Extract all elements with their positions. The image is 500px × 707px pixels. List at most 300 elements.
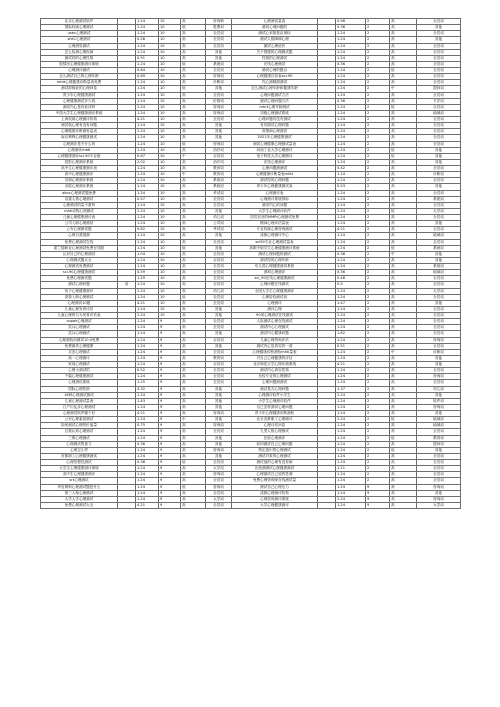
table-cell: 测试心理健康心理测试量表 bbox=[232, 141, 318, 147]
table-cell: 心理测评表 bbox=[232, 190, 318, 196]
table-cell: 2.02 bbox=[136, 159, 159, 165]
table-cell: 1.24 bbox=[336, 319, 366, 325]
table-cell: 测试内心心理测试 bbox=[232, 325, 318, 331]
table-cell: 教育词 bbox=[206, 355, 232, 361]
table-cell: 高 bbox=[390, 61, 417, 67]
table-cell: 1.24 bbox=[336, 80, 366, 86]
table-cell: 1.24 bbox=[336, 411, 366, 417]
table-cell: 1.24 bbox=[336, 404, 366, 410]
table-cell: 高 bbox=[390, 270, 417, 276]
table-cell: 10 bbox=[159, 208, 181, 214]
table-cell: 4.21 bbox=[136, 300, 159, 306]
table-cell: 全员词 bbox=[206, 429, 232, 435]
table-cell: 高 bbox=[390, 453, 417, 459]
table-cell: aboc心理测试题免费 bbox=[41, 190, 118, 196]
table-cell: 人际测试心理在线测试 bbox=[232, 319, 318, 325]
table-cell: 1.24 bbox=[336, 374, 366, 380]
table-cell: 其他 bbox=[206, 392, 232, 398]
table-cell: 4.21 bbox=[336, 227, 366, 233]
table-cell: 千篇心理健康测试 bbox=[41, 374, 118, 380]
table-cell: 高 bbox=[390, 460, 417, 466]
table-cell: 1.24 bbox=[136, 92, 159, 98]
table-cell: 心理测试题大全 bbox=[41, 257, 118, 263]
table-cell: 2 bbox=[366, 355, 390, 361]
table-cell: 低 bbox=[181, 141, 206, 147]
table-cell: 全员词 bbox=[206, 460, 232, 466]
table-cell: 低 bbox=[390, 147, 417, 153]
table-cell: 10 bbox=[159, 110, 181, 116]
table-cell: 2 bbox=[366, 398, 390, 404]
table-cell: 1.04 bbox=[136, 251, 159, 257]
table-cell: 提问词 bbox=[417, 441, 461, 447]
table-cell: 10 bbox=[159, 215, 181, 221]
table-cell: 1.24 bbox=[136, 429, 159, 435]
table-cell: 2 bbox=[366, 429, 390, 435]
table-cell: 高 bbox=[181, 55, 206, 61]
table-body bbox=[41, 19, 461, 509]
table-cell: 2 bbox=[366, 453, 390, 459]
table-cell: 高 bbox=[181, 117, 206, 123]
table-cell: 1.24 bbox=[136, 147, 159, 153]
table-cell: 全员词 bbox=[206, 362, 232, 368]
table-cell: 北京师范大学心理评测系统 bbox=[232, 362, 318, 368]
table-cell: 高 bbox=[390, 386, 417, 392]
table-cell: 其他 bbox=[206, 123, 232, 129]
table-cell: 高 bbox=[181, 288, 206, 294]
table-cell: 2 bbox=[366, 98, 390, 104]
table-cell: 高 bbox=[181, 300, 206, 306]
table-cell: 1.47 bbox=[336, 300, 366, 306]
table-cell: 九型人格心理测试 bbox=[232, 429, 318, 435]
table-cell: sfrtC心理测试 bbox=[41, 37, 118, 43]
table-cell: 心理健康诊断测验mhti量表 bbox=[232, 349, 318, 355]
table-cell: 其他 bbox=[206, 55, 232, 61]
table-cell: 低 bbox=[181, 484, 206, 490]
table-cell: 1.43 bbox=[136, 398, 159, 404]
table-cell: 高 bbox=[181, 135, 206, 141]
table-cell: 高 bbox=[390, 429, 417, 435]
table-cell: 考试词 bbox=[206, 227, 232, 233]
table-cell: scl90专业心理测试量表 bbox=[232, 239, 318, 245]
table-cell: 1.24 bbox=[136, 178, 159, 184]
table-cell: 小学生心理测评软件 bbox=[232, 398, 318, 404]
table-cell: 0.58 bbox=[136, 37, 159, 43]
table-cell: 1.24 bbox=[336, 460, 366, 466]
table-cell: 其他 bbox=[417, 184, 461, 190]
table-cell: 高 bbox=[390, 166, 417, 172]
table-cell: 高 bbox=[390, 411, 417, 417]
table-cell: 2 bbox=[366, 300, 390, 306]
table-cell: 高 bbox=[181, 423, 206, 429]
table-cell: 测试内心是真实的一面 bbox=[232, 343, 318, 349]
table-cell: 高 bbox=[181, 380, 206, 386]
table-cell: 测试内心健康问题 bbox=[232, 331, 318, 337]
table-cell: 高 bbox=[181, 490, 206, 496]
table-cell: 1.24 bbox=[336, 257, 366, 263]
table-cell: 其他 bbox=[206, 331, 232, 337]
table-cell: 9 bbox=[159, 386, 181, 392]
table-cell: 三维心理测试 bbox=[41, 435, 118, 441]
table-cell: 抗兵心理测试 bbox=[41, 331, 118, 337]
table-cell: 1.24 bbox=[336, 435, 366, 441]
table-cell: 1.24 bbox=[336, 447, 366, 453]
table-cell: 高 bbox=[390, 368, 417, 374]
table-cell: 2 bbox=[366, 172, 390, 178]
table-cell: 其他 bbox=[206, 129, 232, 135]
table-cell: 高 bbox=[390, 172, 417, 178]
table-cell: 心理测评mbti bbox=[41, 147, 118, 153]
table-cell: 全员词 bbox=[206, 264, 232, 270]
table-cell: 1.24 bbox=[336, 74, 366, 80]
table-cell: 1.24 bbox=[136, 123, 159, 129]
table-cell: 其他 bbox=[206, 208, 232, 214]
table-cell: 公安心理素质测试 bbox=[41, 417, 118, 423]
table-cell: 全员词 bbox=[206, 300, 232, 306]
table-cell: 高 bbox=[390, 313, 417, 319]
table-cell: 2 bbox=[366, 343, 390, 349]
table-cell: 10 bbox=[159, 264, 181, 270]
table-cell: 诊断词 bbox=[206, 80, 232, 86]
table-cell: 10 bbox=[159, 245, 181, 251]
table-cell: 0.91 bbox=[136, 55, 159, 61]
table-cell: 10 bbox=[159, 37, 181, 43]
table-cell: 2 bbox=[366, 276, 390, 282]
table-cell: 霍兰德职业心理测试免费在线版 bbox=[41, 245, 118, 251]
table-cell: 高 bbox=[181, 215, 206, 221]
table-cell: 诊断词 bbox=[417, 172, 461, 178]
table-cell: 全员词 bbox=[206, 37, 232, 43]
table-cell: 1.24 bbox=[136, 319, 159, 325]
table-cell: 高 bbox=[390, 484, 417, 490]
table-cell: 高 bbox=[181, 502, 206, 508]
table-cell: 9 bbox=[159, 343, 181, 349]
table-cell: 9 bbox=[159, 417, 181, 423]
table-cell: 电子科技大学心理测评 bbox=[232, 153, 318, 159]
table-cell: 心理测评软件小学生 bbox=[232, 392, 318, 398]
table-cell: 低 bbox=[390, 153, 417, 159]
table-cell: 2 bbox=[366, 104, 390, 110]
table-cell: 全员词 bbox=[417, 227, 461, 233]
table-cell: 1.24 bbox=[136, 343, 159, 349]
table-cell: 江户川乱步心理测试 bbox=[41, 404, 118, 410]
table-cell: 关于情感的心理测试题 bbox=[232, 49, 318, 55]
table-cell: 高 bbox=[390, 135, 417, 141]
table-cell: 高 bbox=[390, 184, 417, 190]
table-cell: 2 bbox=[366, 61, 390, 67]
table-cell: 1.24 bbox=[336, 349, 366, 355]
table-cell: 其他 bbox=[206, 435, 232, 441]
table-cell: 1.24 bbox=[336, 288, 366, 294]
table-cell: 9 bbox=[159, 404, 181, 410]
table-cell: 10 bbox=[159, 196, 181, 202]
table-cell: 咨询词 bbox=[206, 484, 232, 490]
table-cell: 咨询师 bbox=[206, 19, 232, 25]
table-cell: 大学词 bbox=[417, 288, 461, 294]
table-cell: mhtt心理健康诊断量表免费 bbox=[41, 80, 118, 86]
table-cell: 0.36 bbox=[136, 441, 159, 447]
table-cell: 10 bbox=[159, 49, 181, 55]
table-cell: 大学词 bbox=[206, 466, 232, 472]
table-cell: 全员词 bbox=[206, 282, 232, 288]
table-cell: 高 bbox=[390, 215, 417, 221]
table-cell: 1.24 bbox=[136, 129, 159, 135]
table-cell: 2 bbox=[366, 288, 390, 294]
table-cell: 10 bbox=[159, 55, 181, 61]
table-cell: 1.24 bbox=[136, 435, 159, 441]
table-cell: 1.24 bbox=[336, 31, 366, 37]
table-cell: 1.24 bbox=[136, 172, 159, 178]
table-cell: 其他 bbox=[417, 392, 461, 398]
table-cell: 全员词 bbox=[417, 429, 461, 435]
table-cell: 1.24 bbox=[336, 239, 366, 245]
table-cell: 咨询词 bbox=[206, 104, 232, 110]
table-cell: 价格词 bbox=[206, 98, 232, 104]
table-cell: 低 bbox=[181, 460, 206, 466]
table-cell: 9 bbox=[159, 429, 181, 435]
table-cell: 心理问题测测试 bbox=[232, 380, 318, 386]
table-cell: 性格的心理测试 bbox=[232, 55, 318, 61]
table-cell: 2 bbox=[366, 435, 390, 441]
table-cell: 高 bbox=[181, 208, 206, 214]
table-cell: 其他 bbox=[417, 251, 461, 257]
table-cell: 测试内心的问题 bbox=[232, 202, 318, 208]
table-cell: 1.24 bbox=[136, 86, 159, 92]
table-cell: 4.21 bbox=[136, 411, 159, 417]
table-cell: 高 bbox=[390, 233, 417, 239]
table-cell: 全员词 bbox=[206, 349, 232, 355]
table-cell: 全员词 bbox=[417, 80, 461, 86]
table-cell: 高 bbox=[390, 117, 417, 123]
table-cell: 高中生心理健康测评表 bbox=[41, 166, 118, 172]
table-cell: 系统词 bbox=[417, 196, 461, 202]
table-cell: 10 bbox=[159, 270, 181, 276]
table-cell: 1.24 bbox=[336, 423, 366, 429]
table-cell: 高 bbox=[390, 202, 417, 208]
table-cell: 测试对象的心理测试 bbox=[232, 453, 318, 459]
table-cell: 1.24 bbox=[336, 123, 366, 129]
table-cell: 1.24 bbox=[136, 282, 159, 288]
table-cell: 2 bbox=[366, 417, 390, 423]
table-cell: 2 bbox=[366, 159, 390, 165]
table-cell: 0.57 bbox=[136, 196, 159, 202]
table-cell: 1.24 bbox=[336, 245, 366, 251]
table-cell: 全员词 bbox=[417, 74, 461, 80]
table-cell: 全员词 bbox=[417, 331, 461, 337]
table-cell: 10 bbox=[159, 25, 181, 31]
table-cell: 1.24 bbox=[336, 496, 366, 502]
table-cell: 咨询词 bbox=[417, 484, 461, 490]
table-cell: 高 bbox=[181, 202, 206, 208]
table-cell: 1.24 bbox=[136, 313, 159, 319]
table-cell: 1.24 bbox=[136, 61, 159, 67]
table-cell: 青少年心理健康测试 bbox=[41, 92, 118, 98]
table-cell: 4.21 bbox=[336, 362, 366, 368]
table-cell: 高 bbox=[181, 368, 206, 374]
table-cell: 1.24 bbox=[336, 368, 366, 374]
table-cell: 内心测精测测试 bbox=[232, 80, 318, 86]
table-cell: 高 bbox=[181, 374, 206, 380]
table-cell: 其他 bbox=[206, 49, 232, 55]
table-cell: 出院心理测评系统 bbox=[41, 184, 118, 190]
table-cell: 10 bbox=[159, 282, 181, 288]
table-cell: 全员词 bbox=[206, 337, 232, 343]
table-cell: 9 bbox=[366, 502, 390, 508]
table-cell: 高 bbox=[390, 141, 417, 147]
table-cell: 1.24 bbox=[336, 147, 366, 153]
table-cell: 1.24 bbox=[136, 496, 159, 502]
table-cell: 1.24 bbox=[136, 98, 159, 104]
table-cell: 高 bbox=[390, 37, 417, 43]
table-cell: 1.24 bbox=[336, 196, 366, 202]
table-cell: 测试抑郁症的心理问卷 bbox=[41, 86, 118, 92]
table-cell: 高 bbox=[390, 221, 417, 227]
table-cell: 测试是否心理问题 bbox=[232, 386, 318, 392]
table-cell: 免费心理测试题 bbox=[41, 276, 118, 282]
table-cell: 10 bbox=[159, 117, 181, 123]
table-cell: 全员词 bbox=[417, 61, 461, 67]
table-cell: 全员词 bbox=[206, 153, 232, 159]
table-cell: 2 bbox=[366, 80, 390, 86]
table-cell: 高一心理测评 bbox=[41, 355, 118, 361]
table-cell: 高 bbox=[181, 404, 206, 410]
table-cell: 高中生心理健康测评 bbox=[41, 472, 118, 478]
table-cell: 诊断词 bbox=[417, 349, 461, 355]
table-cell: 2 bbox=[366, 31, 390, 37]
table-cell: 高 bbox=[181, 43, 206, 49]
table-cell: 怎么测试自己的心理年龄 bbox=[41, 74, 118, 80]
table-cell: 2 bbox=[366, 239, 390, 245]
table-cell: 低 bbox=[390, 417, 417, 423]
table-cell: 心理测验前测试10.0免费 bbox=[41, 337, 118, 343]
table-cell: 1.24 bbox=[136, 104, 159, 110]
table-cell: 10 bbox=[159, 104, 181, 110]
table-cell: 1.24 bbox=[136, 25, 159, 31]
table-cell: 2 bbox=[366, 478, 390, 484]
table-cell: 2 bbox=[366, 423, 390, 429]
table-cell: 高 bbox=[390, 178, 417, 184]
table-cell: 0.53 bbox=[336, 184, 366, 190]
table-cell: 高 bbox=[181, 196, 206, 202]
table-cell: 1.24 bbox=[336, 215, 366, 221]
table-cell: 1.24 bbox=[136, 166, 159, 172]
table-cell: 1.24 bbox=[336, 325, 366, 331]
table-cell: 2 bbox=[366, 362, 390, 368]
table-cell: 高 bbox=[390, 25, 417, 31]
table-cell: 低 bbox=[181, 245, 206, 251]
table-cell: 高 bbox=[181, 398, 206, 404]
table-cell: 9 bbox=[159, 380, 181, 386]
table-cell: 系统词 bbox=[417, 245, 461, 251]
table-cell: 1.24 bbox=[336, 490, 366, 496]
table-cell: 心理测评是不什么的 bbox=[41, 141, 118, 147]
table-cell: 2 bbox=[366, 215, 390, 221]
table-cell: 全员词 bbox=[206, 325, 232, 331]
table-cell: 1.24 bbox=[136, 453, 159, 459]
table-cell: 9 bbox=[366, 484, 390, 490]
table-cell: 10 bbox=[159, 61, 181, 67]
table-cell: 测试人格障碍心理 bbox=[232, 37, 318, 43]
table-cell: 咨询词 bbox=[206, 423, 232, 429]
table-cell: 全员词 bbox=[417, 294, 461, 300]
table-cell: 10 bbox=[159, 202, 181, 208]
table-cell: 1.24 bbox=[136, 404, 159, 410]
table-cell: 比较测测试心理健康测试 bbox=[232, 466, 318, 472]
table-cell: 心理测试10题 bbox=[41, 300, 118, 306]
table-cell: 2 bbox=[366, 166, 390, 172]
table-cell: 心理健康诊断量表mhtt bbox=[232, 172, 318, 178]
table-cell: 测试他的心理有没有病 bbox=[232, 460, 318, 466]
table-cell: 1.24 bbox=[336, 429, 366, 435]
table-cell: 1.24 bbox=[136, 349, 159, 355]
table-cell: 全员词 bbox=[417, 68, 461, 74]
table-cell: 自我认知心理测试 bbox=[41, 429, 118, 435]
table-cell: 1.24 bbox=[136, 19, 159, 25]
table-cell: 高 bbox=[181, 74, 206, 80]
table-cell: 全员词 bbox=[417, 117, 461, 123]
table-cell: 测试心理问题的测试 bbox=[232, 251, 318, 257]
table-cell: 抗兵心理测试 bbox=[41, 325, 118, 331]
table-cell: 1.24 bbox=[136, 355, 159, 361]
table-cell: 幼儿词 bbox=[417, 386, 461, 392]
table-cell: 全员词 bbox=[206, 478, 232, 484]
table-cell: 高 bbox=[390, 55, 417, 61]
table-cell: 2 bbox=[366, 55, 390, 61]
table-cell: 全员词 bbox=[206, 502, 232, 508]
table-cell: 1.24 bbox=[336, 398, 366, 404]
table-cell: 高 bbox=[181, 466, 206, 472]
table-cell: 高 bbox=[390, 92, 417, 98]
table-cell: 高 bbox=[390, 43, 417, 49]
table-cell: 2 bbox=[366, 441, 390, 447]
table-cell: 1.24 bbox=[136, 331, 159, 337]
table-cell: 高 bbox=[118, 282, 136, 288]
table-cell: 全员词 bbox=[206, 257, 232, 263]
table-cell: 全员词 bbox=[417, 43, 461, 49]
table-cell: 免费测试心理健康 bbox=[41, 343, 118, 349]
table-cell: 其他 bbox=[417, 490, 461, 496]
table-cell: 在线心理测评 bbox=[232, 159, 318, 165]
table-cell: 9 bbox=[159, 368, 181, 374]
table-cell: 全员词 bbox=[206, 276, 232, 282]
table-cell: 2 bbox=[366, 74, 390, 80]
spreadsheet-table bbox=[40, 18, 461, 509]
table-cell: 心理健康测评scl-90专业版 bbox=[41, 153, 118, 159]
table-cell: 全员词 bbox=[206, 196, 232, 202]
table-cell: 心理测评 bbox=[232, 300, 318, 306]
table-cell: 1.24 bbox=[136, 31, 159, 37]
table-cell: 0.67 bbox=[136, 153, 159, 159]
table-cell: 高 bbox=[181, 447, 206, 453]
table-cell: 中 bbox=[390, 349, 417, 355]
table-cell: 高职中职学生心理健康测评系统 bbox=[232, 245, 318, 251]
table-cell: 1.24 bbox=[136, 80, 159, 86]
table-cell: 9 bbox=[159, 502, 181, 508]
table-cell: 10 bbox=[159, 313, 181, 319]
table-cell: 成都心理测评机构 bbox=[232, 490, 318, 496]
table-cell: 高 bbox=[181, 147, 206, 153]
table-cell: 9 bbox=[159, 472, 181, 478]
table-cell: 高 bbox=[181, 472, 206, 478]
table-cell: 上海权威心理测评机构 bbox=[41, 117, 118, 123]
table-cell: 儿童心理咨询评估 bbox=[232, 337, 318, 343]
table-cell: 1.24 bbox=[336, 68, 366, 74]
table-cell: 10 bbox=[159, 300, 181, 306]
table-cell: 1.24 bbox=[336, 453, 366, 459]
table-cell: 1.24 bbox=[136, 190, 159, 196]
table-cell: 1.24 bbox=[336, 264, 366, 270]
table-cell: 系统词 bbox=[206, 178, 232, 184]
table-cell: 1.24 bbox=[336, 141, 366, 147]
